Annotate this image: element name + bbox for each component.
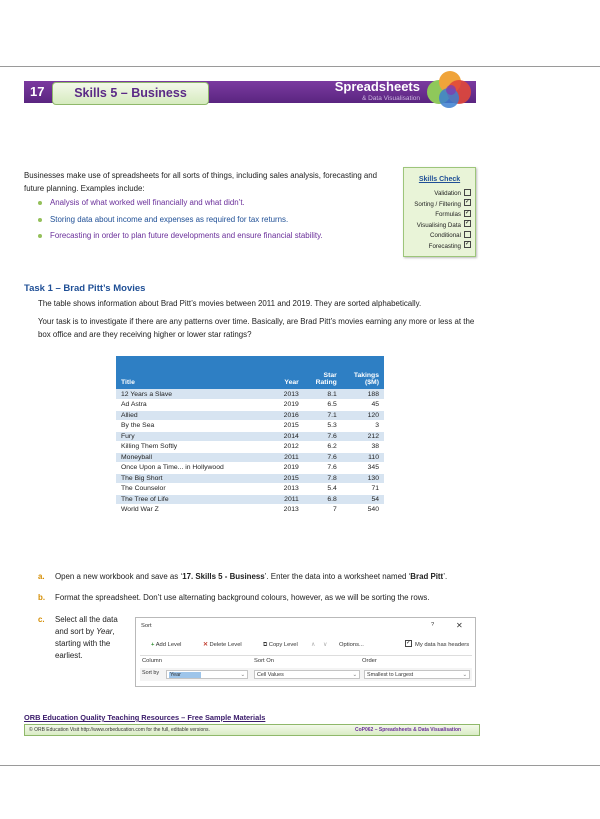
skill-label: Visualising Data	[416, 221, 461, 229]
sort-on-heading: Sort On	[254, 658, 274, 664]
list-item: Forecasting in order to plan future developments and ensure financial stability.	[38, 230, 383, 242]
step-c	[38, 614, 124, 662]
table-row	[116, 505, 384, 516]
movies-table	[116, 356, 384, 516]
step-c-text: Select all the data and sort by	[55, 615, 118, 636]
page-top-rule	[0, 66, 600, 67]
delete-level-button[interactable]	[200, 639, 242, 651]
cell-year: 2015	[264, 421, 304, 432]
column-header-title: Title	[116, 356, 264, 389]
skill-row	[404, 231, 475, 242]
cell-title: Fury	[116, 431, 264, 442]
step-a-text-mid: ’. Enter the data into a worksheet named ‘	[264, 572, 411, 581]
cell-rating: 8.1	[304, 389, 342, 400]
cell-title: The Counselor	[116, 484, 264, 495]
column-select[interactable]	[166, 670, 248, 679]
cell-takings: 3	[342, 421, 384, 432]
list-item: Storing data about income and expenses as required for tax returns.	[38, 214, 383, 226]
checked-box-icon: ✓	[465, 241, 471, 248]
cell-title: The Big Short	[116, 473, 264, 484]
cell-title: Killing Them Softly	[116, 442, 264, 453]
cell-rating: 7.8	[304, 473, 342, 484]
sort-on-value: Cell Values	[257, 672, 284, 678]
cell-year: 2011	[264, 452, 304, 463]
table-row	[116, 400, 384, 411]
step-b-text: Format the spreadsheet. Don’t use alternating background colours, however, as we will be sorting the rows.	[55, 593, 430, 602]
table-row	[116, 442, 384, 453]
cell-title: Once Upon a Time... in Hollywood	[116, 463, 264, 474]
order-value: Smallest to Largest	[367, 672, 414, 678]
order-select[interactable]	[364, 670, 470, 679]
step-a	[38, 571, 478, 583]
delete-x-icon: ✕	[203, 642, 208, 648]
plus-icon: +	[151, 642, 155, 648]
table-header-row	[116, 356, 384, 389]
page-number: 17	[30, 84, 45, 99]
chevron-down-icon: ⌄	[240, 672, 245, 678]
cell-year: 2015	[264, 473, 304, 484]
chevron-down-icon: ⌄	[352, 672, 357, 678]
chevron-down-icon: ⌄	[462, 672, 467, 678]
cell-takings: 45	[342, 400, 384, 411]
cell-rating: 7.6	[304, 431, 342, 442]
checked-box-icon: ✓	[465, 220, 471, 227]
skills-check-title: Skills Check	[418, 176, 461, 183]
cell-year: 2013	[264, 505, 304, 516]
options-button[interactable]: Options...	[339, 642, 364, 648]
close-icon[interactable]: ✕	[456, 621, 463, 630]
skill-row	[404, 189, 475, 200]
step-a-filename: 17. Skills 5 - Business	[182, 572, 265, 581]
cell-rating: 7	[304, 505, 342, 516]
cell-title: By the Sea	[116, 421, 264, 432]
cell-rating: 5.4	[304, 484, 342, 495]
copy-icon: ⧉	[263, 642, 268, 648]
skill-label: Forecasting	[428, 242, 461, 250]
column-header-year: Year	[264, 356, 304, 389]
cell-year: 2014	[264, 431, 304, 442]
footer-right-text: CoP062 – Spreadsheets & Data Visualisation	[355, 727, 462, 733]
add-level-label: Add Level	[155, 642, 182, 648]
bubbles-logo-icon	[422, 68, 478, 110]
cell-takings: 71	[342, 484, 384, 495]
column-header-star-rating: Star Rating	[304, 356, 342, 389]
cell-rating: 5.3	[304, 421, 342, 432]
checked-box-icon: ✓	[406, 639, 412, 646]
cell-title: Allied	[116, 410, 264, 421]
examples-list	[38, 197, 383, 247]
cell-year: 2013	[264, 389, 304, 400]
table-row	[116, 389, 384, 400]
cell-takings: 110	[342, 452, 384, 463]
sort-by-label: Sort by	[142, 670, 160, 676]
divider	[140, 655, 472, 656]
footer-left-text: © ORB Education Visit http://www.orbeducation.com for the full, editable versions.	[29, 727, 210, 733]
cell-takings: 38	[342, 442, 384, 453]
header-subtitle: & Data Visualisation	[361, 95, 420, 102]
task-paragraph-1: The table shows information about Brad Pitt’s movies between 2011 and 2019. They are sorted alphabetically.	[38, 299, 422, 308]
cell-title: 12 Years a Slave	[116, 389, 264, 400]
header-title: Spreadsheets	[334, 79, 420, 94]
skill-label: Conditional	[430, 232, 461, 239]
column-heading: Column	[142, 658, 162, 664]
page-bottom-rule	[0, 765, 600, 766]
footer-title: ORB Education Quality Teaching Resources – Free Sample Materials	[24, 713, 266, 722]
sort-dialog-title: Sort	[141, 623, 152, 629]
step-a-text-end: ’.	[443, 572, 448, 581]
table-row	[116, 452, 384, 463]
cell-year: 2016	[264, 410, 304, 421]
headers-checkbox-label: My data has headers	[415, 642, 470, 648]
checked-box-icon: ✓	[465, 209, 471, 216]
footer-band	[24, 724, 480, 736]
cell-title: Moneyball	[116, 452, 264, 463]
skills-check-box	[403, 167, 476, 257]
sort-on-select[interactable]	[254, 670, 360, 679]
move-up-icon[interactable]: ∧	[311, 642, 316, 648]
unchecked-box-icon	[464, 231, 471, 238]
cell-year: 2013	[264, 484, 304, 495]
order-heading: Order	[362, 658, 377, 664]
skill-row	[404, 221, 475, 232]
step-a-sheetname: Brad Pitt	[410, 572, 444, 581]
step-c-text-end: , starting with the earliest.	[55, 627, 115, 660]
cell-year: 2019	[264, 463, 304, 474]
task-heading: Task 1 – Brad Pitt’s Movies	[24, 283, 146, 294]
table-row	[116, 473, 384, 484]
delete-level-label: Delete Level	[209, 642, 242, 648]
column-header-takings: Takings ($M)	[342, 356, 384, 389]
table-row	[116, 463, 384, 474]
move-down-icon[interactable]: ∨	[323, 642, 328, 648]
add-level-button[interactable]	[148, 639, 181, 651]
headers-checkbox[interactable]	[402, 639, 469, 651]
cell-takings: 345	[342, 463, 384, 474]
step-c-emphasis: Year	[96, 627, 113, 636]
checked-box-icon: ✓	[465, 199, 471, 206]
cell-year: 2019	[264, 400, 304, 411]
unchecked-box-icon	[464, 189, 471, 196]
step-c-letter: c.	[38, 615, 45, 624]
cell-rating: 7.6	[304, 463, 342, 474]
step-a-letter: a.	[38, 572, 45, 581]
column-select-value: Year	[169, 672, 201, 678]
cell-rating: 6.8	[304, 494, 342, 505]
help-button[interactable]: ?	[431, 622, 435, 628]
copy-level-button[interactable]	[260, 639, 298, 651]
cell-takings: 54	[342, 494, 384, 505]
cell-takings: 130	[342, 473, 384, 484]
table-row	[116, 431, 384, 442]
step-b-letter: b.	[38, 593, 46, 602]
cell-year: 2012	[264, 442, 304, 453]
cell-takings: 212	[342, 431, 384, 442]
intro-paragraph: Businesses make use of spreadsheets for all sorts of things, including sales analysis, forecasting and future planning. Examples include:	[24, 171, 378, 193]
table-row	[116, 494, 384, 505]
cell-rating: 6.5	[304, 400, 342, 411]
cell-rating: 6.2	[304, 442, 342, 453]
list-item: Analysis of what worked well financially and what didn’t.	[38, 197, 383, 209]
cell-takings: 540	[342, 505, 384, 516]
skill-label: Formulas	[435, 211, 461, 218]
sort-level-row	[140, 668, 472, 681]
skill-row	[404, 242, 475, 253]
cell-title: The Tree of Life	[116, 494, 264, 505]
skill-label: Sorting / Filtering	[414, 200, 461, 208]
cell-title: Ad Astra	[116, 400, 264, 411]
table-row	[116, 421, 384, 432]
cell-rating: 7.6	[304, 452, 342, 463]
skill-row	[404, 200, 475, 211]
task-paragraph-2: Your task is to investigate if there are any patterns over time. Basically, are Brad Pitt’s movies earning any more or less at the box office and are they receiving higher or lower star ratings?	[38, 317, 475, 339]
sort-toolbar	[140, 639, 472, 652]
skill-row	[404, 210, 475, 221]
skill-label: Validation	[434, 190, 461, 197]
table-row	[116, 484, 384, 495]
step-b	[38, 592, 478, 604]
page-title-tab: Skills 5 – Business	[52, 82, 209, 105]
table-row	[116, 410, 384, 421]
step-a-text: Open a new workbook and save as ‘	[55, 572, 183, 581]
cell-year: 2011	[264, 494, 304, 505]
cell-rating: 7.1	[304, 410, 342, 421]
sort-dialog	[135, 617, 476, 687]
copy-level-label: Copy Level	[268, 642, 298, 648]
cell-title: World War Z	[116, 505, 264, 516]
cell-takings: 188	[342, 389, 384, 400]
cell-takings: 120	[342, 410, 384, 421]
